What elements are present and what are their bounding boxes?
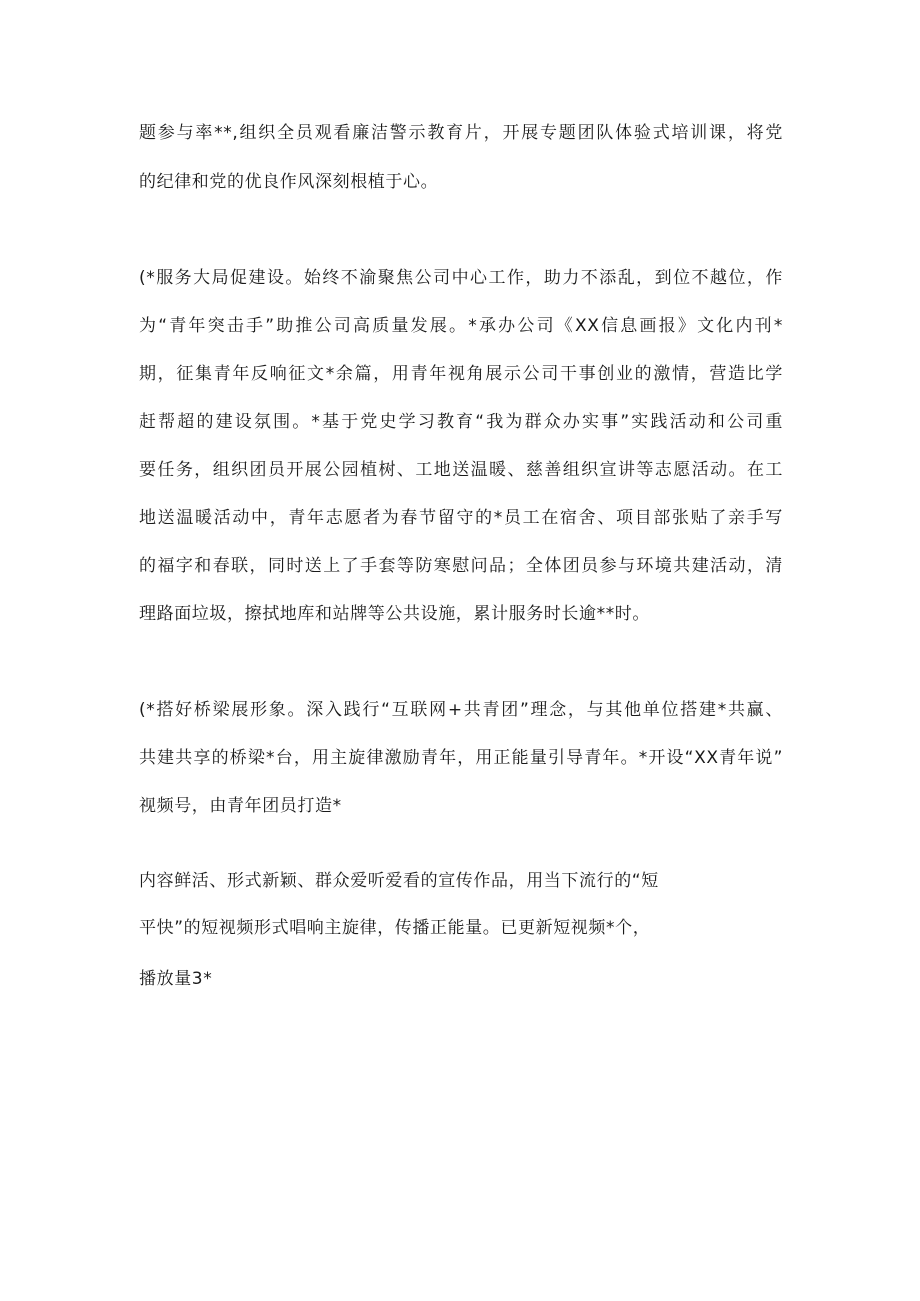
paragraph-3-line-3: 视频号，由青年团员打造* <box>139 796 342 816</box>
paragraph-2-line-6: 地送温暖活动中，青年志愿者为春节留守的*员工在宿舍、项目部张贴了亲手写 <box>139 508 783 528</box>
paragraph-2-line-3: 期，征集青年反响征文*余篇，用青年视角展示公司干事创业的激情，营造比学 <box>139 364 783 384</box>
paragraph-3-line-2: 共建共享的桥梁*台，用主旋律激励青年，用正能量引导青年。*开设“XX青年说” <box>139 748 783 768</box>
paragraph-4-line-2: 平快”的短视频形式唱响主旋律，传播正能量。已更新短视频*个， <box>139 918 651 938</box>
paragraph-2-line-4: 赶帮超的建设氛围。*基于党史学习教育“我为群众办实事”实践活动和公司重 <box>139 412 783 432</box>
paragraph-2-line-8: 理路面垃圾，擦拭地库和站牌等公共设施，累计服务时长逾**时。 <box>139 604 650 624</box>
paragraph-3-line-1: (*搭好桥梁展形象。深入践行“互联网+共青团”理念，与其他单位搭建*共赢、 <box>139 700 783 720</box>
paragraph-2-line-2: 为“青年突击手”助推公司高质量发展。*承办公司《XX信息画报》文化内刊* <box>139 316 783 336</box>
paragraph-1-line-1: 题参与率**,组织全员观看廉洁警示教育片，开展专题团队体验式培训课，将党 <box>139 123 783 143</box>
paragraph-1-line-2: 的纪律和党的优良作风深刻根植于心。 <box>139 172 439 192</box>
paragraph-2-line-5: 要任务，组织团员开展公园植树、工地送温暖、慈善组织宣讲等志愿活动。在工 <box>139 460 783 480</box>
paragraph-4-line-3: 播放量3* <box>139 969 213 989</box>
paragraph-2-line-1: (*服务大局促建设。始终不渝聚焦公司中心工作，助力不添乱，到位不越位，作 <box>139 268 783 288</box>
paragraph-4-line-1: 内容鲜活、形式新颖、群众爱听爱看的宣传作品，用当下流行的“短 <box>139 871 659 891</box>
paragraph-2-line-7: 的福字和春联，同时送上了手套等防寒慰问品；全体团员参与环境共建活动，清 <box>139 556 783 576</box>
